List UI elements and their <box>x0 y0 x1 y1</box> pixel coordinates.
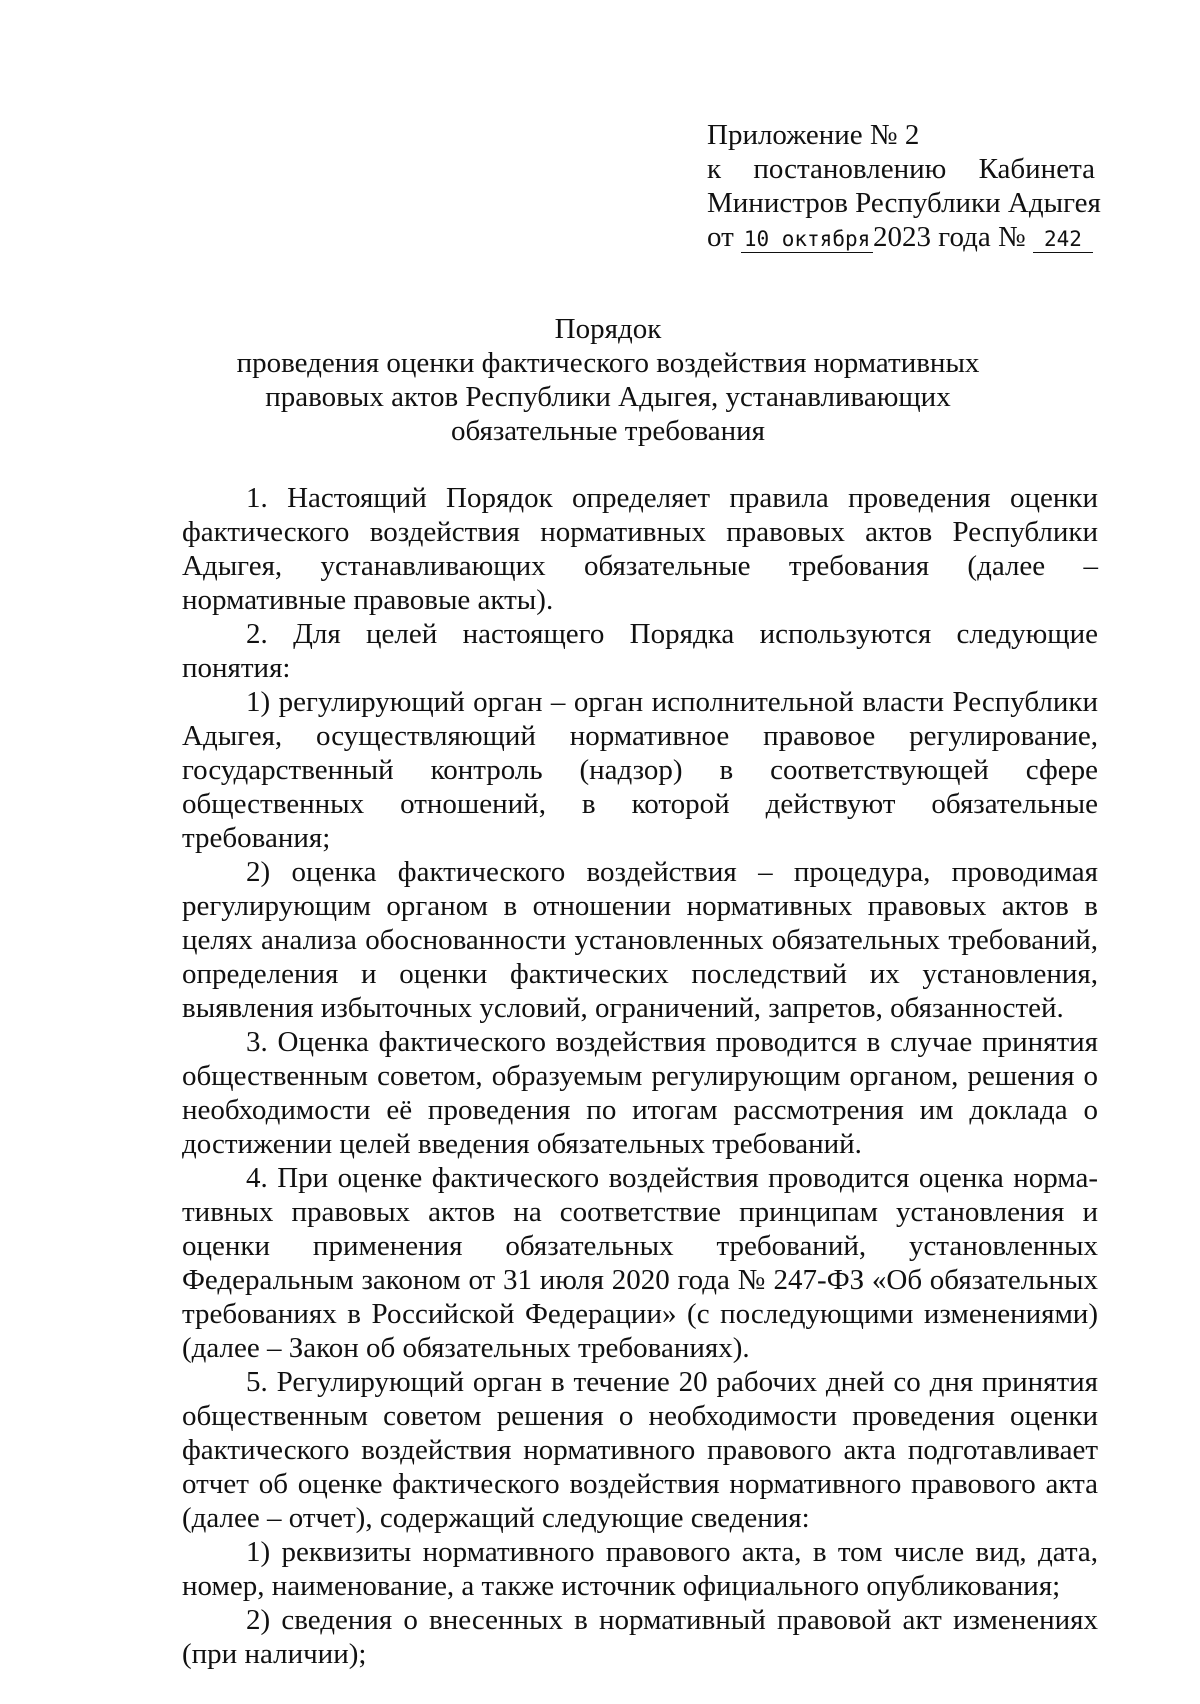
paragraph-2: 2. Для целей настоящего Порядка используются следующие понятия: <box>182 618 1098 684</box>
appendix-ministers: Министров Республики Адыгея <box>707 187 1101 219</box>
appendix-word-resolution: постановлению <box>753 153 947 185</box>
handwritten-date: 10 октября <box>741 226 873 253</box>
paragraph-4: 4. При оценке фактического воздействия проводится оценка нормативных правовых актов на соответствие принципам установления и оценки применения обязательных требований, установленных Федеральным законом от 31 июля 2020 года № 247-ФЗ «Об обязательных требованиях в Российской Федерации» (с последующими изменениями) (далее – Закон об обязательных требованиях). <box>182 1162 1098 1364</box>
date-prefix: от <box>707 221 734 253</box>
title-line-1: Порядок <box>554 313 662 345</box>
title-line-2: проведения оценки фактического воздействия нормативных <box>236 347 980 379</box>
paragraph-5: 5. Регулирующий орган в течение 20 рабочих дней со дня принятия общественным советом решения о необходимости проведения оценки фактического воздействия нормативного правового акта подготавливает отчет об оценке фактического воздействия нормативного правового акта (далее – отчет), содержащий следующие сведения: <box>182 1366 1098 1534</box>
appendix-date-line <box>707 220 1095 254</box>
paragraph-2-item-1: 1) регулирующий орган – орган исполнительной власти Республики Адыгея, осуществляющий нормативное правовое регулирование, государственный контроль (надзор) в соответствующей сфере общественных отношений, в которой действуют обязательные требования; <box>182 686 1098 854</box>
appendix-word-cabinet: Кабинета <box>978 153 1095 185</box>
year-text: 2023 года № <box>873 221 1026 253</box>
document-title <box>160 312 1056 448</box>
paragraph-1: 1. Настоящий Порядок определяет правила проведения оценки фактического воздействия нормативных правовых актов Республики Адыгея, устанавливающих обязательные требования (далее – нормативные правовые акты). <box>182 482 1098 616</box>
title-line-3: правовых актов Республики Адыгея, устанавливающих <box>265 381 951 413</box>
appendix-reference-line <box>707 152 1095 186</box>
appendix-word-k: к <box>707 153 722 185</box>
appendix-number: Приложение № 2 <box>707 119 920 151</box>
appendix-header <box>707 118 1101 254</box>
title-line-4: обязательные требования <box>450 415 766 447</box>
document-body <box>182 481 1098 1671</box>
handwritten-number: 242 <box>1033 226 1093 253</box>
paragraph-5-item-2: 2) сведения о внесенных в нормативный правовой акт изменениях (при наличии); <box>182 1604 1098 1670</box>
paragraph-2-item-2: 2) оценка фактического воздействия – процедура, проводимая регулирующим органом в отношении нормативных правовых актов в целях анализа обоснованности установленных обязательных требований, определения и оценки фактических последствий их установления, выявления избыточных условий, ограничений, запретов, обязанностей. <box>182 856 1098 1024</box>
paragraph-3: 3. Оценка фактического воздействия проводится в случае принятия общественным советом, образуемым регулирующим органом, решения о необходимости её проведения по итогам рассмотрения им доклада о достижении целей введения обязательных требований. <box>182 1026 1098 1160</box>
paragraph-5-item-1: 1) реквизиты нормативного правового акта, в том числе вид, дата, номер, наименование, а также источник официального опубликования; <box>182 1536 1098 1602</box>
